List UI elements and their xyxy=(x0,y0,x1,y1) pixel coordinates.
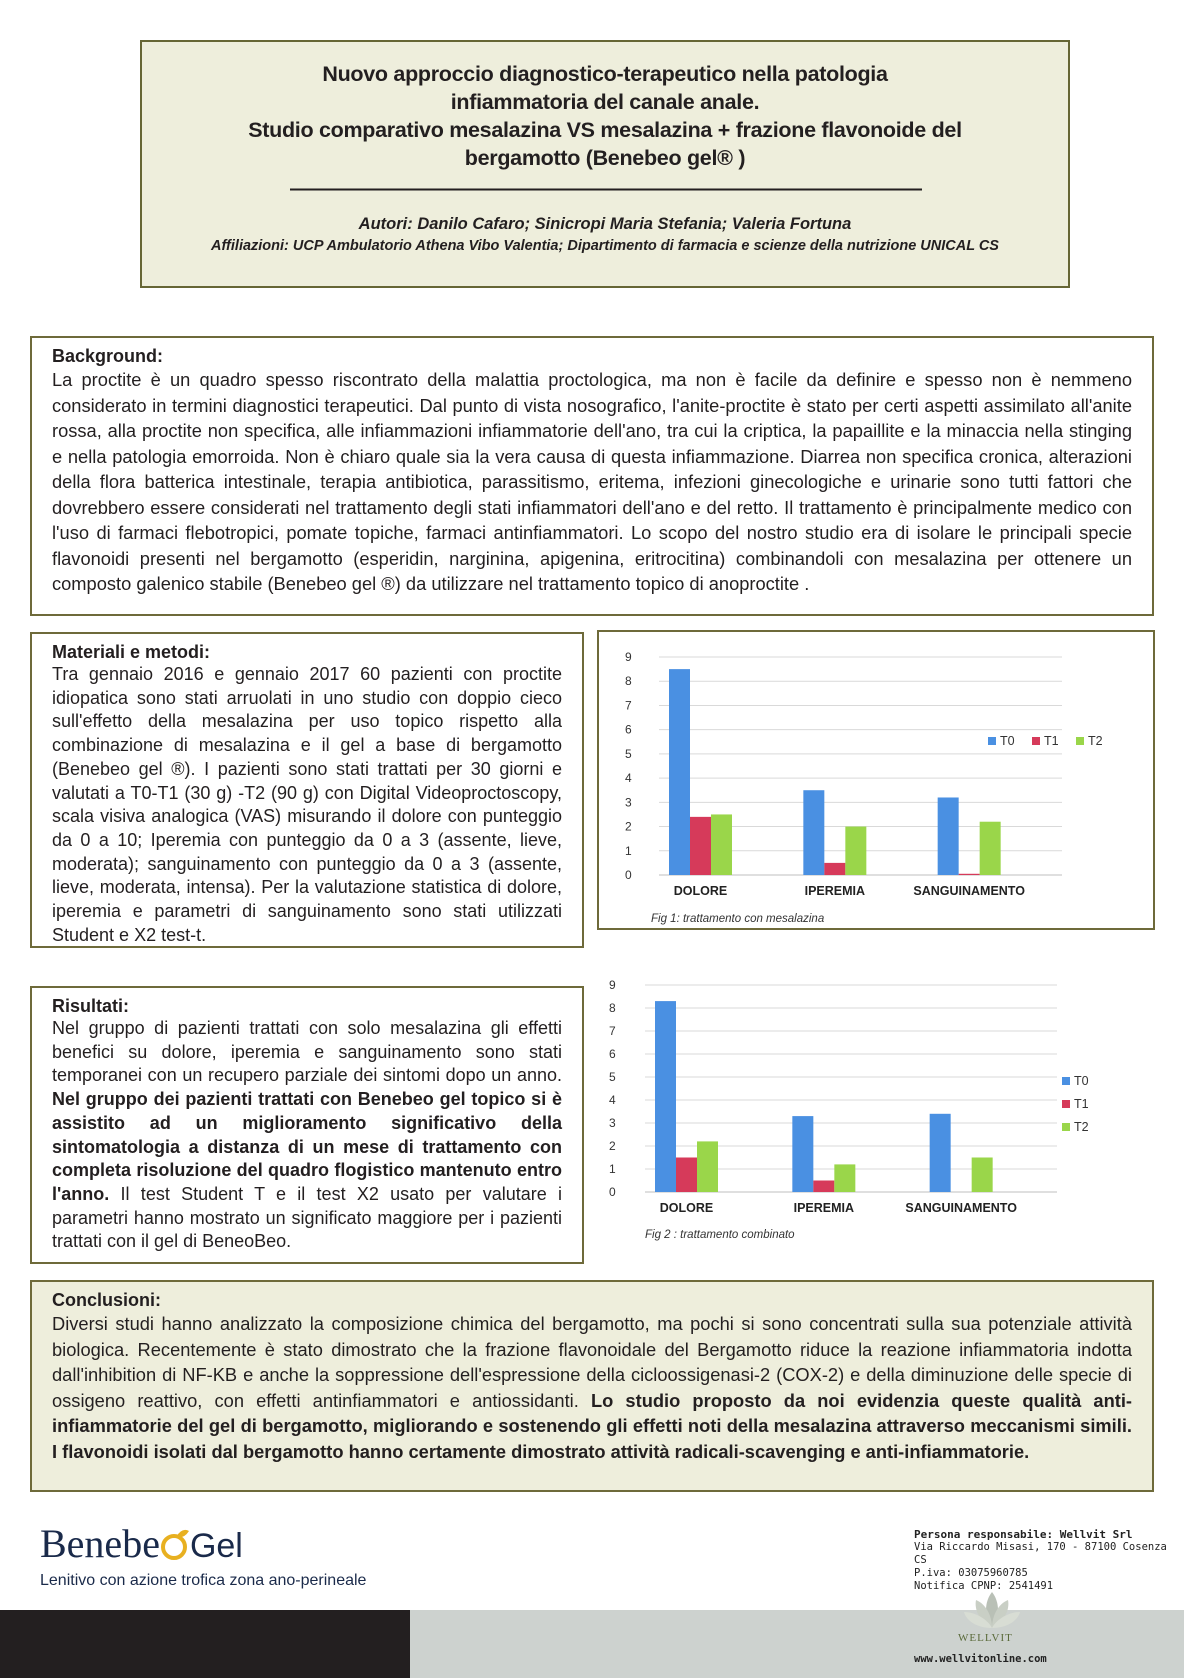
conclusioni-text-bold: Lo studio proposto da noi evidenzia queste qualità anti-infiammatorie del gel di bergamotto, migliorando e sostenendo gli effetti noti della mesalazina attraverso meccanismi simili. I flavonoidi isolati dal bergamotto hanno certamente dimostrato attività radicali-scavenging e anti-infiammatorie. xyxy=(52,1389,1132,1462)
lotus-icon xyxy=(962,1588,1022,1637)
bar-t0-dolore xyxy=(655,1001,676,1192)
title-box xyxy=(140,40,1070,288)
risultati-text xyxy=(52,1017,562,1254)
legend-swatch-t1 xyxy=(1062,1100,1070,1108)
bar-t0-sanguinamento xyxy=(930,1114,951,1192)
bar-t1-iperemia xyxy=(813,1181,834,1193)
y-tick-label: 4 xyxy=(609,1093,616,1107)
conclusioni-heading: Conclusioni: xyxy=(52,1290,161,1310)
risultati-text-end: Il test Student T e il test X2 usato per valutare i parametri hanno mostrato un significato maggiore per i pazienti trattati con il gel di BeneoBeo. xyxy=(52,1183,562,1252)
bar-t0-sanguinamento xyxy=(938,797,959,875)
benebeo-logo xyxy=(40,1520,243,1567)
x-category-label: IPEREMIA xyxy=(804,884,866,898)
chart-2 xyxy=(597,963,1155,1263)
conclusioni-text xyxy=(52,1311,1132,1464)
tagline: Lenitivo con azione trofica zona ano-perineale xyxy=(40,1572,367,1589)
y-tick-label: 7 xyxy=(625,698,632,713)
resp-piva: P.iva: 03075960785 xyxy=(914,1567,1028,1579)
bar-t1-sanguinamento xyxy=(959,874,980,875)
risultati-section xyxy=(30,986,584,1264)
legend-label-t2: T2 xyxy=(1074,1120,1089,1134)
bar-t2-sanguinamento xyxy=(980,822,1001,875)
bar-t2-dolore xyxy=(711,814,732,875)
y-tick-label: 5 xyxy=(625,746,632,761)
legend-swatch-t2 xyxy=(1076,737,1084,745)
title-divider: ——————————————————————————————————— xyxy=(290,178,920,200)
y-tick-label: 0 xyxy=(609,1185,616,1199)
bar-t0-iperemia xyxy=(792,1116,813,1192)
materiali-heading: Materiali e metodi: xyxy=(52,642,211,662)
bar-t0-dolore xyxy=(669,669,690,875)
legend-label-t1: T1 xyxy=(1074,1097,1089,1111)
affiliations: Affiliazioni: UCP Ambulatorio Athena Vibo Valentia; Dipartimento di farmacia e scienze della nutrizione UNICAL CS xyxy=(211,238,999,254)
conclusioni-section xyxy=(30,1280,1154,1492)
footer-dark-bar xyxy=(0,1610,410,1678)
risultati-text-bold: Nel gruppo dei pazienti trattati con Benebeo gel topico si è assistito ad un miglioramento significativo della sintomatologia a distanza di un mese di trattamento con completa risoluzione del quadro flogistico mantenuto entro l'anno. xyxy=(52,1089,562,1204)
wellvit-wordmark: WELLVIT xyxy=(958,1632,1013,1644)
x-category-label: SANGUINAMENTO xyxy=(905,1201,1017,1215)
y-tick-label: 9 xyxy=(625,650,632,664)
y-tick-label: 2 xyxy=(625,819,632,834)
poster-title xyxy=(142,60,1068,172)
materiali-section xyxy=(30,632,584,948)
background-section xyxy=(30,336,1154,616)
legend-swatch-t0 xyxy=(988,737,996,745)
background-heading: Background: xyxy=(52,346,164,366)
y-tick-label: 6 xyxy=(609,1047,616,1061)
y-tick-label: 1 xyxy=(625,843,632,858)
title-line-2: infiammatoria del canale anale. xyxy=(450,90,760,114)
risultati-heading: Risultati: xyxy=(52,996,130,1016)
title-line-3: Studio comparativo mesalazina VS mesalazina + frazione flavonoide del xyxy=(248,118,962,142)
x-category-label: DOLORE xyxy=(673,884,728,898)
y-tick-label: 7 xyxy=(609,1024,616,1038)
y-tick-label: 8 xyxy=(609,1001,616,1015)
logo-gel: Gel xyxy=(189,1527,243,1565)
risultati-text-normal: Nel gruppo di pazienti trattati con solo mesalazina gli effetti benefici su dolore, iperemia e sanguinamento sono stati temporanei con un recupero parziale dei sintomi dopo un anno. xyxy=(52,1018,562,1086)
responsible-info xyxy=(914,1528,1184,1593)
y-tick-label: 8 xyxy=(625,674,632,689)
bar-t1-dolore xyxy=(690,817,711,875)
website-link[interactable]: www.wellvitonline.com xyxy=(914,1653,1047,1665)
y-tick-label: 9 xyxy=(609,978,616,992)
authors: Autori: Danilo Cafaro; Sinicropi Maria Stefania; Valeria Fortuna xyxy=(358,215,852,233)
resp-address: Via Riccardo Misasi, 170 - 87100 Cosenza CS xyxy=(914,1541,1167,1566)
legend-label-t0: T0 xyxy=(1074,1074,1089,1088)
y-tick-label: 0 xyxy=(625,868,632,882)
bar-t0-iperemia xyxy=(803,790,824,875)
bar-t1-iperemia xyxy=(824,863,845,875)
legend-swatch-t0 xyxy=(1062,1077,1070,1085)
title-line-1: Nuovo approccio diagnostico-terapeutico nella patologia xyxy=(322,62,888,86)
chart-1 xyxy=(599,632,1153,928)
y-tick-label: 2 xyxy=(609,1139,616,1153)
y-tick-label: 3 xyxy=(625,795,632,810)
chart-1-box xyxy=(597,630,1155,930)
bar-t2-iperemia xyxy=(834,1164,855,1192)
materiali-text: Tra gennaio 2016 e gennaio 2017 60 pazienti con proctite idiopatica sono stati arruolati in uno studio con doppio cieco sull'effetto della mesalazina per uso topico rispetto alla combinazione di mesalazina e il gel a base di bergamotto (Benebeo gel ®). I pazienti sono stati trattati per 30 giorni e valutati a T0-T1 (30 g) -T2 (90 g) con Digital Videoproctoscopy, scala visiva analogica (VAS) misurando il dolore con punteggio da 0 a 10; Iperemia con punteggio da 0 a 3 (assente, lieve, moderata); sanguinamento con punteggio da 0 a 3 (assente, lieve, moderata, intensa). Per la valutazione statistica di dolore, iperemia e parametri di sanguinamento sono stati utilizzati Student e X2 test-t. xyxy=(52,664,562,945)
bar-t2-sanguinamento xyxy=(972,1158,993,1193)
resp-cpnp: Notifica CPNP: 2541491 xyxy=(914,1580,1054,1592)
y-tick-label: 3 xyxy=(609,1116,616,1130)
legend-label-t2: T2 xyxy=(1088,734,1103,748)
logo-brand: Benebe xyxy=(40,1521,160,1566)
bar-t1-dolore xyxy=(676,1158,697,1193)
chart-1-caption: Fig 1: trattamento con mesalazina xyxy=(651,913,825,925)
title-line-4: bergamotto (Benebeo gel® ) xyxy=(464,146,746,170)
legend-label-t0: T0 xyxy=(1000,734,1015,748)
chart-2-box xyxy=(597,963,1155,1263)
legend-swatch-t2 xyxy=(1062,1123,1070,1131)
x-category-label: IPEREMIA xyxy=(793,1201,855,1215)
footer-grey-bar xyxy=(410,1610,1184,1678)
y-tick-label: 6 xyxy=(625,722,632,737)
legend-swatch-t1 xyxy=(1032,737,1040,745)
background-text: La proctite è un quadro spesso riscontrato della malattia proctologica, ma non è facile da definire e spesso non è nemmeno considerato in termini diagnostici terapeutici. Dal punto di vista nosografico, l'anite-proctite è stato per certi aspetti assimilato all'anite rossa, alla proctite non specifica, alle infiammazioni infiammatorie dell'ano, tra cui la criptica, la papaillite e la minaccia nella stinging e nella patologia emorroida. Non è chiaro quale sia la vera causa di questa infiammazione. Diarrea non specifica cronica, alterazioni della flora batterica intestinale, terapia antibiotica, parassitismo, eritema, infezioni ginecologiche e urinarie sono tutti fattori che dovrebbero essere considerati nel trattamento degli stati infiammatori dell'ano e del retto. Il trattamento è principalmente medico con l'uso di farmaci flebotropici, pomate topiche, farmaci antinfiammatori. Lo scopo del nostro studio era di isolare le principali specie flavonoidi presenti nel bergamotto (esperidin, narginina, apigenina, eritrocitina) combinandoli con mesalazina per ottenere un composto galenico stabile (Benebeo gel ®) da utilizzare nel trattamento topico di anoproctite . xyxy=(52,369,1132,594)
y-tick-label: 4 xyxy=(625,771,632,786)
bar-t2-iperemia xyxy=(845,827,866,875)
x-category-label: DOLORE xyxy=(659,1201,714,1215)
leaf-icon xyxy=(160,1521,190,1566)
legend-label-t1: T1 xyxy=(1044,734,1059,748)
resp-title: Persona responsabile: Wellvit Srl xyxy=(914,1528,1133,1541)
y-tick-label: 1 xyxy=(609,1162,616,1176)
bar-t2-dolore xyxy=(697,1141,718,1192)
y-tick-label: 5 xyxy=(609,1070,616,1084)
conclusioni-text-normal: Diversi studi hanno analizzato la composizione chimica del bergamotto, ma pochi si sono concentrati sulla sua potenziale attività biologica. Recentemente è stato dimostrato che la frazione flavonoidale del Bergamotto riduce la reazione infiammatoria indotta dall'inhibition di NF-KB e anche la soppressione dell'espressione della cicloossigenasi-2 (COX-2) e della diminuzione delle specie di ossigeno reattivo, con effetti antinfiammatori e antiossidanti. xyxy=(52,1313,1132,1411)
x-category-label: SANGUINAMENTO xyxy=(913,884,1025,898)
chart-2-caption: Fig 2 : trattamento combinato xyxy=(645,1229,795,1241)
